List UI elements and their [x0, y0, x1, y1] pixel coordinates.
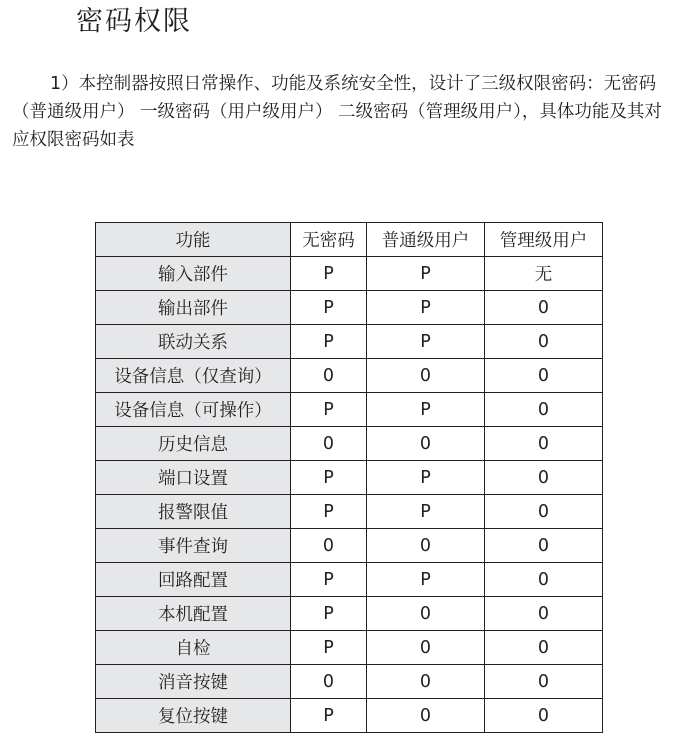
- cell-no-password: 0: [291, 529, 367, 563]
- table-row: [96, 325, 603, 359]
- cell-normal-user: P: [367, 393, 485, 427]
- cell-normal-user: 0: [367, 631, 485, 665]
- table-row: [96, 495, 603, 529]
- cell-normal-user: P: [367, 325, 485, 359]
- table-row: [96, 427, 603, 461]
- cell-function: 设备信息（仅查询）: [96, 359, 291, 393]
- cell-function: 回路配置: [96, 563, 291, 597]
- cell-no-password: P: [291, 257, 367, 291]
- cell-function: 输入部件: [96, 257, 291, 291]
- cell-normal-user: P: [367, 495, 485, 529]
- table-row: [96, 461, 603, 495]
- cell-normal-user: P: [367, 461, 485, 495]
- cell-function: 报警限值: [96, 495, 291, 529]
- cell-function: 历史信息: [96, 427, 291, 461]
- cell-function: 设备信息（可操作）: [96, 393, 291, 427]
- cell-no-password: 0: [291, 665, 367, 699]
- cell-normal-user: 0: [367, 597, 485, 631]
- cell-function: 自检: [96, 631, 291, 665]
- cell-normal-user: P: [367, 291, 485, 325]
- table-row: [96, 291, 603, 325]
- cell-function: 事件查询: [96, 529, 291, 563]
- cell-admin-user: 0: [485, 461, 603, 495]
- table-row: [96, 699, 603, 733]
- cell-admin-user: 0: [485, 325, 603, 359]
- cell-no-password: P: [291, 291, 367, 325]
- cell-admin-user: 0: [485, 665, 603, 699]
- cell-normal-user: 0: [367, 699, 485, 733]
- cell-admin-user: 0: [485, 529, 603, 563]
- page-title: 密码权限: [76, 6, 192, 37]
- table-row: [96, 597, 603, 631]
- cell-normal-user: 0: [367, 359, 485, 393]
- header-admin-user: 管理级用户: [485, 223, 603, 257]
- cell-no-password: P: [291, 393, 367, 427]
- cell-no-password: P: [291, 495, 367, 529]
- cell-function: 端口设置: [96, 461, 291, 495]
- cell-admin-user: 0: [485, 631, 603, 665]
- cell-normal-user: P: [367, 257, 485, 291]
- header-normal-user: 普通级用户: [367, 223, 485, 257]
- header-function: 功能: [96, 223, 291, 257]
- cell-normal-user: 0: [367, 529, 485, 563]
- cell-no-password: P: [291, 461, 367, 495]
- header-no-password: 无密码: [291, 223, 367, 257]
- cell-admin-user: 无: [485, 257, 603, 291]
- cell-function: 复位按键: [96, 699, 291, 733]
- table-row: [96, 257, 603, 291]
- cell-no-password: P: [291, 597, 367, 631]
- table-row: [96, 563, 603, 597]
- cell-admin-user: 0: [485, 495, 603, 529]
- cell-no-password: P: [291, 325, 367, 359]
- cell-no-password: P: [291, 631, 367, 665]
- table-row: [96, 393, 603, 427]
- cell-no-password: 0: [291, 359, 367, 393]
- cell-admin-user: 0: [485, 427, 603, 461]
- cell-no-password: P: [291, 699, 367, 733]
- cell-admin-user: 0: [485, 563, 603, 597]
- table-row: [96, 359, 603, 393]
- table-header-row: [96, 223, 603, 257]
- cell-function: 联动关系: [96, 325, 291, 359]
- permission-table: [95, 222, 603, 733]
- cell-normal-user: 0: [367, 427, 485, 461]
- cell-admin-user: 0: [485, 393, 603, 427]
- cell-admin-user: 0: [485, 291, 603, 325]
- cell-normal-user: P: [367, 563, 485, 597]
- table-row: [96, 529, 603, 563]
- table-body: [96, 257, 603, 733]
- cell-no-password: P: [291, 563, 367, 597]
- cell-admin-user: 0: [485, 699, 603, 733]
- cell-admin-user: 0: [485, 597, 603, 631]
- table-row: [96, 631, 603, 665]
- table-row: [96, 665, 603, 699]
- cell-function: 输出部件: [96, 291, 291, 325]
- intro-paragraph: 1）本控制器按照日常操作、功能及系统安全性，设计了三级权限密码：无密码（普通级用户） 一级密码（用户级用户） 二级密码（管理级用户），具体功能及其对应权限密码如表: [12, 74, 662, 150]
- cell-admin-user: 0: [485, 359, 603, 393]
- cell-function: 消音按键: [96, 665, 291, 699]
- cell-function: 本机配置: [96, 597, 291, 631]
- cell-normal-user: 0: [367, 665, 485, 699]
- cell-no-password: 0: [291, 427, 367, 461]
